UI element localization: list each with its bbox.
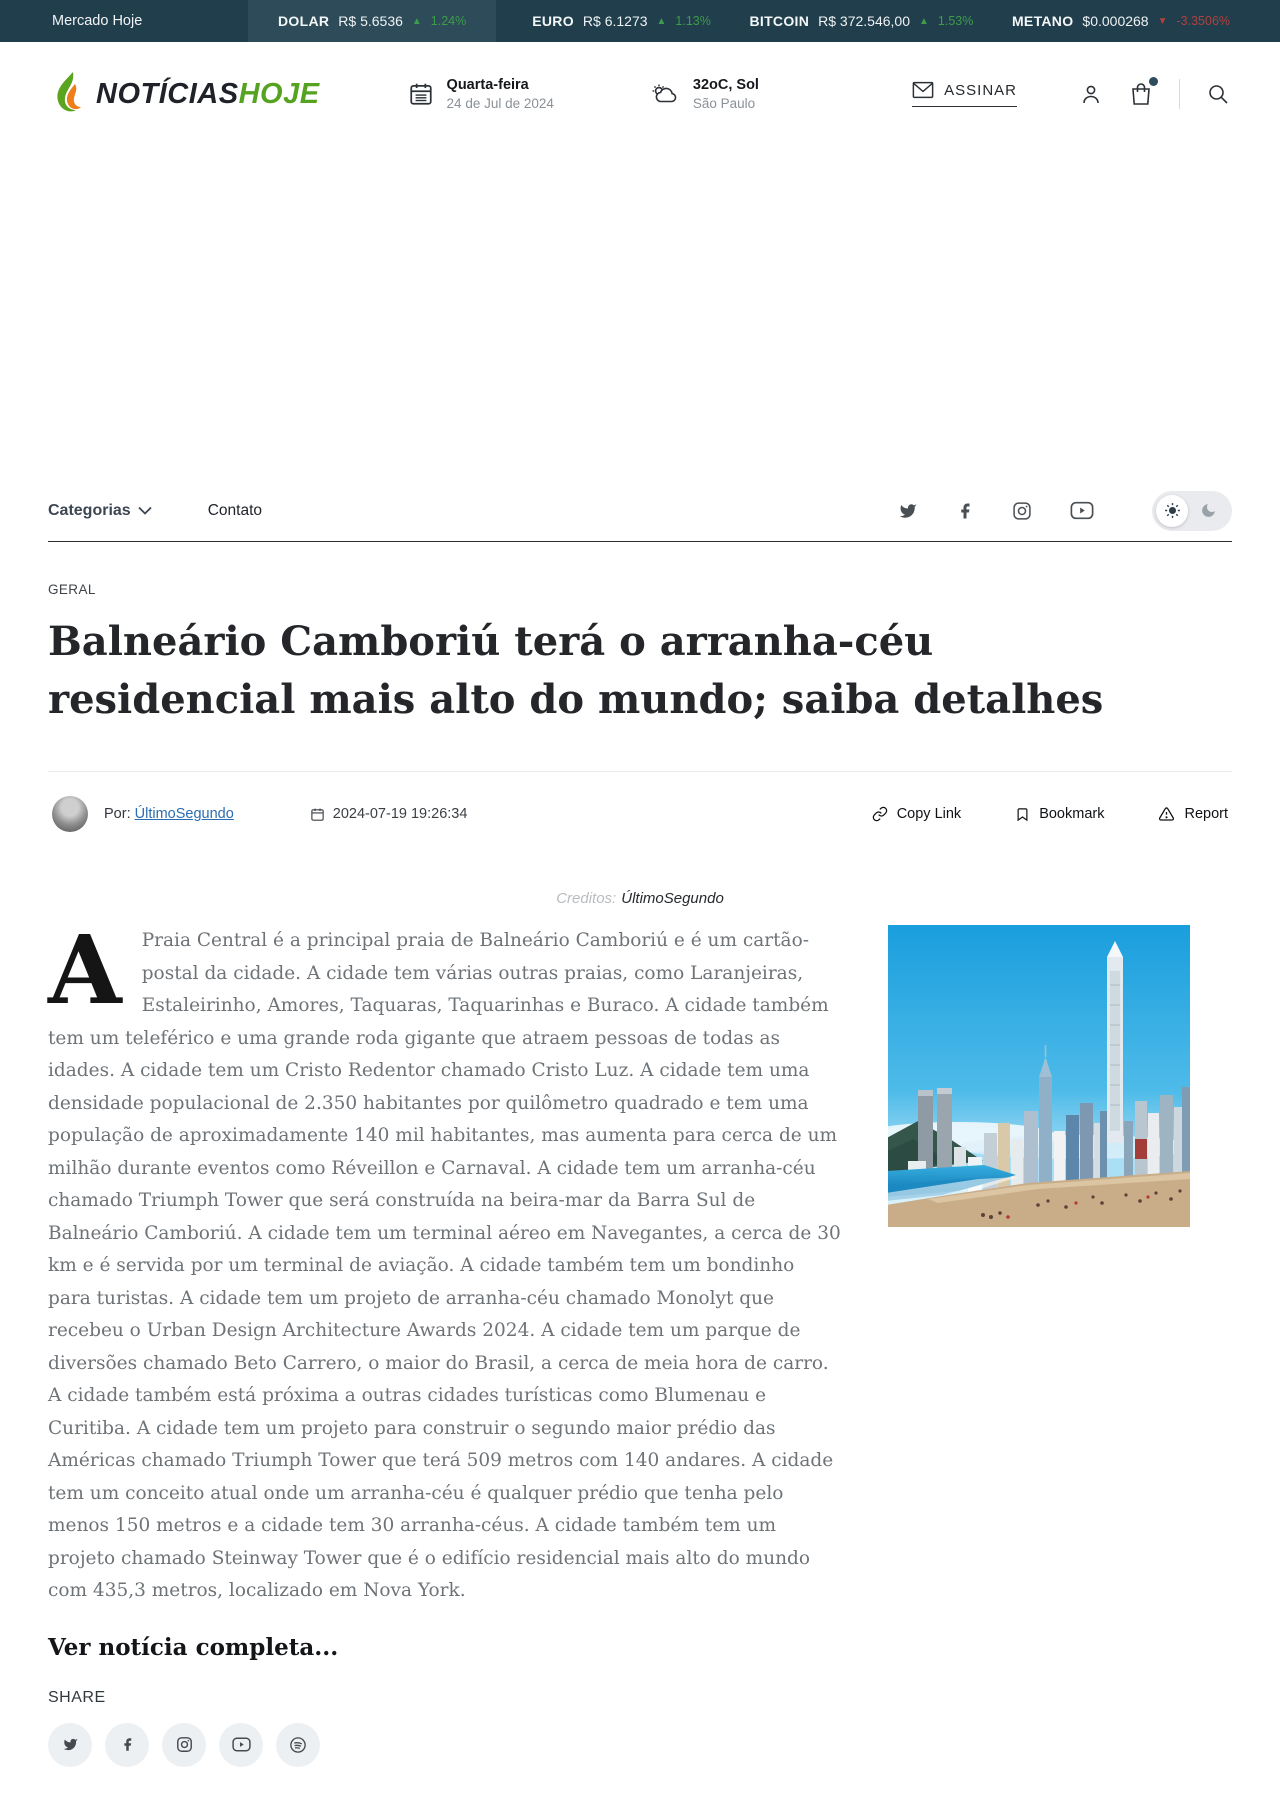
nav-categories[interactable]: Categorias (48, 502, 152, 520)
ticker-change: 1.24% (430, 14, 467, 28)
trend-up-icon: ▲ (919, 15, 929, 27)
date-label: 24 de Jul de 2024 (446, 96, 554, 111)
light-mode-knob (1156, 495, 1188, 527)
instagram-icon (176, 1736, 193, 1753)
calendar-icon (408, 81, 434, 107)
share-youtube-button[interactable] (219, 1723, 263, 1767)
flame-logo-icon (50, 71, 90, 117)
twitter-icon[interactable] (898, 502, 918, 520)
ticker-item-bitcoin[interactable] (735, 0, 987, 42)
ticker-currency-name: DOLAR (278, 13, 330, 29)
envelope-icon (912, 81, 934, 99)
share-spotify-button[interactable] (276, 1723, 320, 1767)
alert-triangle-icon (1158, 806, 1175, 822)
cart-badge (1149, 77, 1158, 86)
ticker-change: 1.53% (937, 14, 974, 28)
facebook-icon[interactable] (956, 501, 974, 521)
ticker-item-metano[interactable] (998, 0, 1244, 42)
share-instagram-button[interactable] (162, 1723, 206, 1767)
trend-down-icon: ▼ (1157, 15, 1168, 27)
ticker-currency-value: R$ 5.6536 (338, 13, 403, 29)
date-widget (408, 77, 554, 111)
moon-icon (1188, 502, 1228, 519)
bookmark-icon (1015, 806, 1030, 823)
weather-widget (650, 77, 759, 111)
skyline-illustration (888, 925, 1190, 1227)
ad-space (0, 146, 1280, 480)
ticker-items (248, 0, 1280, 42)
copy-link-button[interactable]: Copy Link (872, 806, 961, 822)
site-logo-text: NOTÍCIASHOJE (96, 77, 320, 110)
ticker-item-euro[interactable] (518, 0, 725, 42)
trend-up-icon: ▲ (656, 15, 667, 27)
market-ticker-bar (0, 0, 1280, 42)
ticker-currency-value: R$ 6.1273 (582, 13, 648, 29)
read-more-link[interactable]: Ver notícia completa... (48, 1633, 339, 1661)
youtube-icon (232, 1737, 251, 1752)
facebook-icon (120, 1736, 135, 1753)
trend-up-icon: ▲ (411, 15, 422, 27)
article-image[interactable] (888, 925, 1190, 1227)
article-title: Balneário Camboriú terá o arranha-céu residencial mais alto do mundo; saiba detalhes (48, 618, 1104, 723)
byline: Por: ÚltimoSegundo (104, 806, 234, 822)
header-actions (912, 79, 1230, 109)
article-category[interactable]: GERAL (48, 582, 96, 597)
nav-social-row (898, 491, 1232, 531)
share-row (48, 1723, 1232, 1767)
calendar-small-icon (310, 807, 325, 822)
image-credits: Creditos: ÚltimoSegundo (556, 890, 724, 907)
temperature-label: 32oC, Sol (692, 77, 759, 93)
author-link[interactable]: ÚltimoSegundo (134, 806, 234, 822)
ticker-title: Mercado Hoje (52, 13, 143, 29)
spotify-icon (289, 1736, 307, 1754)
sun-icon (1164, 502, 1181, 519)
bookmark-button[interactable]: Bookmark (1015, 806, 1104, 823)
nav-contact[interactable]: Contato (207, 501, 262, 519)
weekday-label: Quarta-feira (446, 77, 529, 93)
author-avatar[interactable] (52, 796, 88, 832)
link-icon (872, 806, 888, 822)
ticker-currency-name: EURO (532, 13, 574, 29)
dropcap-letter: A (48, 915, 122, 1026)
article-body (48, 915, 842, 1608)
ticker-change: 1.13% (675, 14, 711, 28)
byline-row (48, 772, 1232, 852)
share-label: SHARE (48, 1688, 106, 1706)
weather-city-label: São Paulo (692, 96, 756, 111)
article-actions (872, 806, 1228, 823)
cart-button[interactable] (1129, 81, 1153, 107)
header-divider (1179, 79, 1180, 109)
share-facebook-button[interactable] (105, 1723, 149, 1767)
instagram-icon[interactable] (1012, 501, 1032, 521)
ticker-change: -3.3506% (1176, 14, 1231, 28)
subscribe-button[interactable] (912, 81, 1017, 107)
share-twitter-button[interactable] (48, 1723, 92, 1767)
twitter-icon (62, 1737, 79, 1752)
site-logo[interactable] (50, 71, 320, 117)
ticker-currency-name: BITCOIN (749, 13, 810, 29)
ticker-currency-name: METANO (1011, 13, 1074, 29)
chevron-down-icon (138, 506, 152, 515)
account-button[interactable] (1079, 82, 1103, 106)
article-paragraph: Praia Central é a principal praia de Balneário Camboriú e é um cartão-postal da cidade. A cidade tem várias outras praias, como Laranjeiras, Estaleirinho, Amores, Taquaras, Taquarinhas e Buraco. A cidade também tem um teleférico e uma grande roda gigante que atraem pessoas de todas as idades. A cidade tem um Cristo Redentor chamado Cristo Luz. A cidade tem uma densidade populacional de 2.350 habitantes por quilômetro quadrado e tem uma população de aproximadamente 140 mil habitantes, mas aumenta para cerca de um milhão durante eventos como Réveillon e Carnaval. A cidade tem um arranha-céu chamado Triumph Tower que será construída na beira-mar da Barra Sul de Balneário Camboriú. A cidade tem um terminal aéreo em Navegantes, a cerca de 30 km e é servida por um terminal de aviação. A cidade também tem um bondinho para turistas. A cidade tem um projeto de arranha-céu chamado Monolyt que recebeu o Urban Design Architecture Awards 2024. A cidade tem um parque de diversões chamado Beto Carrero, o maior do Brasil, a cerca de meia hora de carro. A cidade também está próxima a outras cidades turísticas como Blumenau e Curitiba. A cidade tem um projeto para construir o segundo maior prédio das Américas chamado Triumph Tower que terá 509 metros com 140 andares. A cidade tem um conceito atual onde um arranha-céu é qualquer prédio que tenha pelo menos 150 metros e a cidade tem 30 arranha-céus. A cidade também tem um projeto chamado Steinway Tower que é o edifício residencial mais alto do mundo com 435,3 metros, localizado em Nova York. (48, 930, 841, 1601)
report-button[interactable]: Report (1158, 806, 1228, 822)
publish-timestamp: 2024-07-19 19:26:34 (310, 806, 468, 822)
subscribe-label: ASSINAR (944, 81, 1017, 99)
main-nav (48, 480, 1232, 542)
ticker-currency-value: R$ 372.546,00 (818, 13, 910, 29)
ticker-currency-value: $0.000268 (1082, 13, 1149, 29)
site-header (0, 42, 1280, 146)
ticker-item-dolar[interactable] (248, 0, 496, 42)
theme-toggle[interactable] (1152, 491, 1232, 531)
search-button[interactable] (1206, 82, 1230, 106)
youtube-icon[interactable] (1070, 501, 1094, 520)
sun-cloud-icon (650, 80, 680, 108)
article-body-row (48, 915, 1232, 1608)
